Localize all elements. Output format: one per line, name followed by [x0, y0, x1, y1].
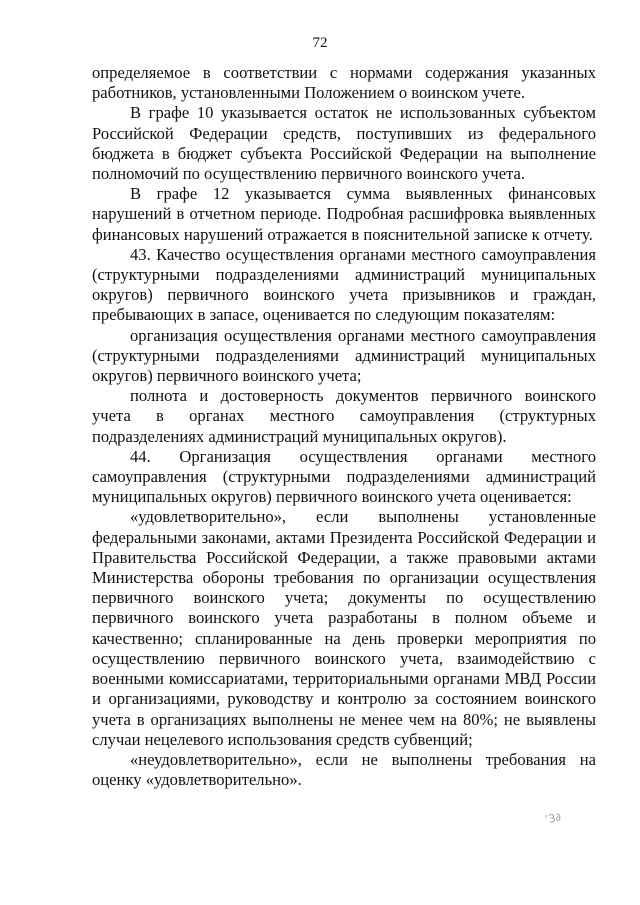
- paragraph-satisfactory: «удовлетворительно», если выполнены установленные федеральными законами, актами Президента Российской Федерации и Правительства Российской Федерации, а также правовыми актами Министерства обороны требования по организации осуществления первичного воинского учета; документы по осуществлению первичного воинского учета разработаны в полном объеме и качественно; спланированные на день проверки мероприятия по осуществлению первичного воинского учета, взаимодействию с военными комиссариатами, территориальными органами МВД России и организациями, руководству и контролю за состоянием воинского учета в организациях выполнены не менее чем на 80%; не выявлены случаи нецелевого использования средств субвенций;: [92, 507, 596, 749]
- paragraph-column-12: В графе 12 указывается сумма выявленных финансовых нарушений в отчетном периоде. Подробная расшифровка выявленных финансовых нарушений отражается в пояснительной записке к отчету.: [92, 184, 596, 244]
- paragraph-unsatisfactory: «неудовлетворительно», если не выполнены требования на оценку «удовлетворительно».: [92, 749, 596, 790]
- paragraph-column-10: В графе 10 указывается остаток не использованных субъектом Российской Федерации средств, поступивших из федерального бюджета в бюджет субъекта Российской Федерации на выполнение полномочий по осуществлению первичного воинского учета.: [92, 103, 596, 184]
- document-body: [92, 63, 596, 790]
- paragraph-item-44: 44. Организация осуществления органами местного самоуправления (структурными подразделениями администраций муниципальных округов) первичного воинского учета оценивается:: [92, 446, 596, 507]
- page-number: 72: [312, 35, 328, 51]
- handwritten-mark: ʿЗ∂: [543, 810, 563, 827]
- paragraph-indicator-completeness: полнота и достоверность документов первичного воинского учета в органах местного самоуправления (структурных подразделениях администраций муниципальных округов).: [92, 386, 596, 446]
- paragraph-item-43: 43. Качество осуществления органами местного самоуправления (структурными подразделениями администраций муниципальных округов) первичного воинского учета призывников и граждан, пребывающих в запасе, оценивается по следующим показателям:: [92, 244, 596, 325]
- paragraph-continuation: определяемое в соответствии с нормами содержания указанных работников, установленными Положением о воинском учете.: [92, 63, 596, 103]
- paragraph-indicator-organization: организация осуществления органами местного самоуправления (структурными подразделениями администраций муниципальных округов) первичного воинского учета;: [92, 325, 596, 386]
